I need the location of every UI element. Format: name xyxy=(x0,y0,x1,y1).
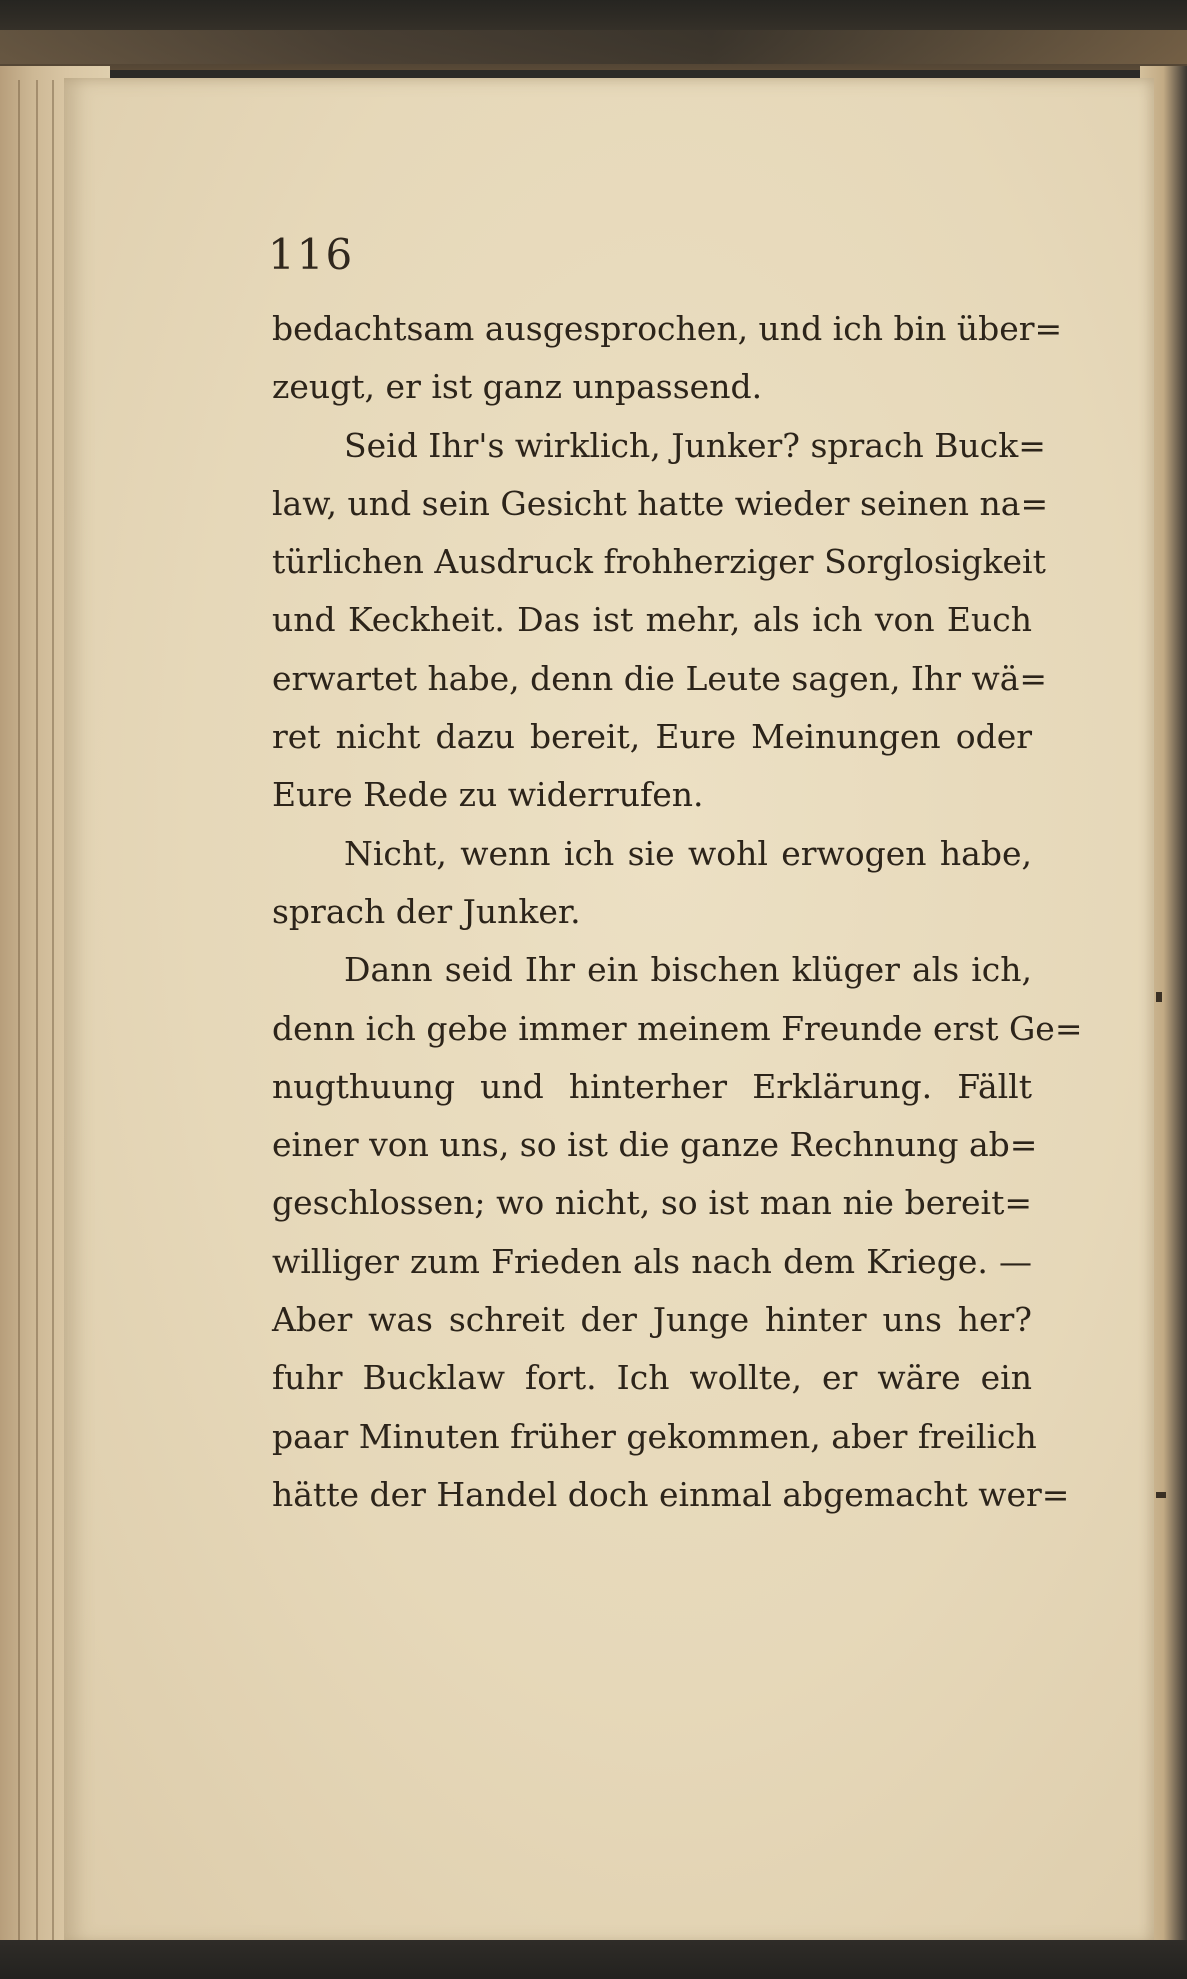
page-edge-line xyxy=(52,80,54,1940)
text-line: hätte der Handel doch einmal abgemacht wer= xyxy=(272,1474,1070,1514)
text-line: williger zum Frieden als nach dem Kriege. — xyxy=(272,1241,1032,1281)
text-line: Dann seid Ihr ein bischen klüger als ich, xyxy=(344,950,1032,990)
text-line: zeugt, er ist ganz unpassend. xyxy=(272,367,763,407)
text-line: türlichen Ausdruck frohherziger Sorglosigkeit xyxy=(272,542,1046,582)
text-line: geschlossen; wo nicht, so ist man nie bereit= xyxy=(272,1183,1032,1223)
text-line: erwartet habe, denn die Leute sagen, Ihr wä= xyxy=(272,658,1048,698)
body-text xyxy=(272,300,1083,1524)
book-bottom-edge xyxy=(0,1940,1187,1979)
text-line: paar Minuten früher gekommen, aber freilich xyxy=(272,1416,1037,1456)
text-line: Aber was schreit der Junge hinter uns her? xyxy=(272,1300,1032,1340)
text-line: Seid Ihr's wirklich, Junker? sprach Buck= xyxy=(344,425,1046,465)
page-edge-line xyxy=(36,80,38,1940)
text-line: fuhr Bucklaw fort. Ich wollte, er wäre ein xyxy=(272,1358,1032,1398)
edge-mark xyxy=(1156,1492,1166,1498)
text-line: Nicht, wenn ich sie wohl erwogen habe, xyxy=(344,833,1032,873)
edge-mark xyxy=(1156,992,1162,1002)
binding-strip xyxy=(0,30,1187,64)
text-line: bedachtsam ausgesprochen, und ich bin über= xyxy=(272,309,1063,348)
page-number: 116 xyxy=(268,230,355,279)
text-line: sprach der Junker. xyxy=(272,891,581,931)
text-line: nugthuung und hinterher Erklärung. Fällt xyxy=(272,1066,1032,1106)
page-edge-line xyxy=(18,80,20,1940)
text-line: und Keckheit. Das ist mehr, als ich von Euch xyxy=(272,600,1032,640)
text-line: denn ich gebe immer meinem Freunde erst Ge= xyxy=(272,1008,1083,1048)
text-line: Eure Rede zu widerrufen. xyxy=(272,775,704,815)
text-line: einer von uns, so ist die ganze Rechnung ab= xyxy=(272,1125,1038,1165)
text-line: ret nicht dazu bereit, Eure Meinungen oder xyxy=(272,717,1032,757)
text-line: law, und sein Gesicht hatte wieder seinen na= xyxy=(272,483,1049,523)
